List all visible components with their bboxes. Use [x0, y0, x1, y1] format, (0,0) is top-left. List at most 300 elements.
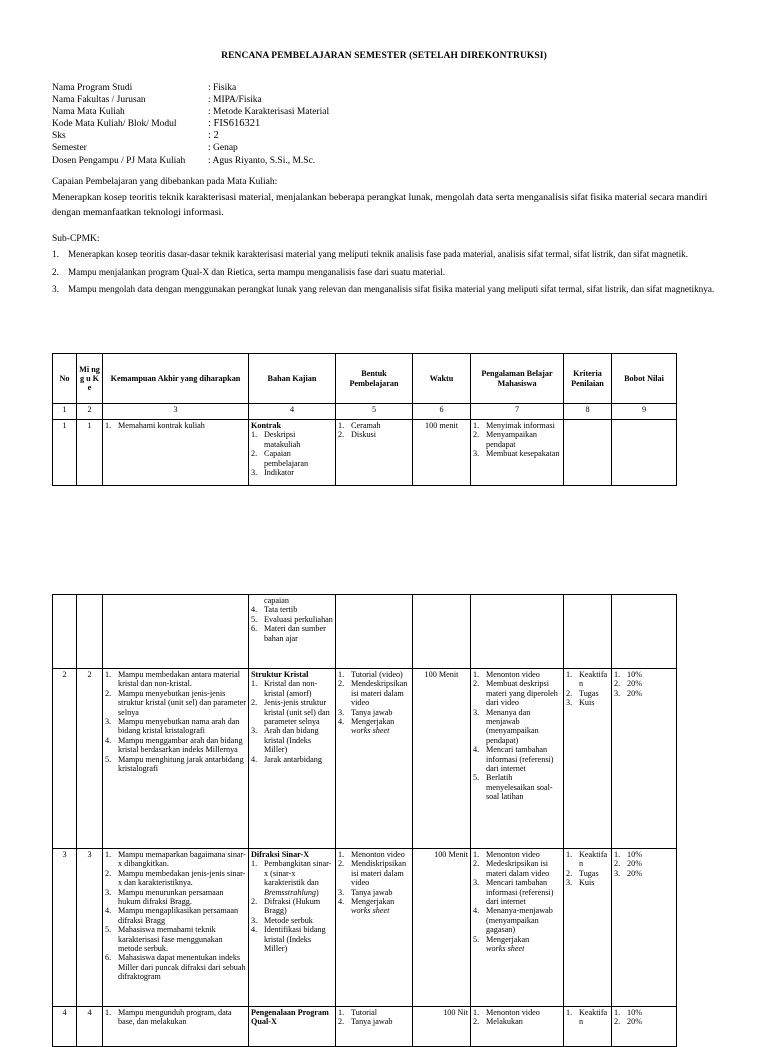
- table-row: [53, 1007, 677, 1047]
- list-item: [251, 468, 333, 477]
- item-number: 1.: [105, 421, 112, 430]
- item-text: Membuat deskripsi materi yang diperoleh dari video: [486, 679, 558, 708]
- list-item: [473, 906, 561, 934]
- row-bentuk: [336, 669, 413, 849]
- info-row-course: [52, 106, 329, 118]
- item-number: 2.: [566, 688, 573, 698]
- list-item: [566, 869, 609, 878]
- item-number: 1.: [105, 1008, 112, 1017]
- item-number: 2.: [338, 1017, 345, 1027]
- row-kriteria: [564, 420, 612, 486]
- row-kriteria: [564, 669, 612, 849]
- item-text-italic: works sheet: [351, 726, 390, 736]
- item-number: 1.: [473, 670, 480, 679]
- item-number: 5.: [105, 925, 112, 935]
- item-number: 5.: [473, 773, 480, 783]
- item-number: 1.: [338, 1008, 345, 1017]
- item-text: Mengerjakan: [351, 897, 395, 907]
- item-number: 1.: [614, 850, 621, 859]
- list-item: [105, 670, 246, 689]
- row-pengalaman: [471, 849, 564, 1007]
- list-item: [251, 726, 333, 754]
- item-number: 3.: [251, 726, 258, 736]
- info-value: : Metode Karakterisasi Material: [208, 107, 330, 118]
- info-row-faculty: [52, 94, 329, 106]
- item-text: 20%: [627, 859, 643, 869]
- subcpmk-item: [52, 246, 717, 264]
- item-text: Tanya jawab: [351, 707, 393, 717]
- list-item: 1. Pembangkitan sinar-x (sinar-x karakteristik dan Bremsstrahlung): [251, 859, 332, 897]
- item-number: [251, 596, 264, 605]
- list-item: [473, 745, 561, 773]
- list-item: [473, 850, 561, 859]
- item-number: 1.: [566, 850, 573, 859]
- info-label: Dosen Pengampu / PJ Mata Kuliah: [52, 155, 186, 166]
- item-number: 3.: [566, 878, 573, 888]
- list-item: [338, 670, 410, 679]
- item-text: Mampu menghitung jarak antarbidang kristalografi: [118, 754, 244, 774]
- list-item: [614, 859, 674, 868]
- row-bahan: [249, 1007, 336, 1047]
- item-number: 3.: [473, 707, 480, 717]
- list-item: [105, 869, 246, 888]
- item-text: Menonton video: [486, 1008, 540, 1017]
- item-number: 4.: [473, 906, 480, 916]
- list-item: [251, 916, 333, 925]
- list-item: [105, 953, 246, 981]
- bahan-title: Difraksi Sinar-X: [251, 850, 310, 859]
- item-text: capaian: [264, 596, 289, 605]
- list-item: [473, 773, 561, 801]
- row-no: 1: [53, 420, 77, 486]
- info-value: : Genap: [208, 143, 238, 154]
- item-number: 3.: [52, 284, 59, 294]
- item-text: Menonton video: [351, 850, 405, 859]
- item-text: 10%: [627, 670, 643, 679]
- list-item: [473, 935, 561, 954]
- list-item: [566, 878, 609, 887]
- list-item: [473, 878, 561, 906]
- column-number: 8: [564, 404, 612, 420]
- item-number: 1.: [105, 850, 112, 859]
- row-waktu: 100 Nit: [413, 1007, 471, 1047]
- item-text: Metode serbuk: [264, 915, 313, 925]
- column-number: 7: [471, 404, 564, 420]
- row-no: 2: [53, 669, 77, 849]
- list-item: [338, 1017, 410, 1026]
- row-bahan: [249, 595, 336, 669]
- item-number: 4.: [105, 735, 112, 745]
- item-number: 2.: [614, 679, 621, 689]
- list-item: [251, 615, 333, 624]
- list-item: [614, 850, 674, 859]
- item-text: Tugas: [579, 868, 599, 878]
- item-number: 1.: [52, 249, 59, 259]
- item-text-italic: works sheet: [351, 906, 390, 916]
- item-number: 3.: [614, 868, 621, 878]
- item-text: Tanya jawab: [351, 1017, 393, 1027]
- list-item: [614, 679, 674, 688]
- item-number: 3.: [338, 887, 345, 897]
- item-text: Menanya-menjawab (menyampaikan gagasan): [486, 906, 553, 935]
- list-item: [473, 708, 561, 746]
- list-item: [105, 717, 246, 736]
- column-number-row: [53, 404, 677, 420]
- item-text-italic: Bremsstrahlung: [264, 887, 317, 897]
- item-text: Capaian pembelajaran: [264, 449, 309, 468]
- item-text: Melakukan: [486, 1017, 523, 1027]
- list-item: [473, 859, 561, 878]
- item-text: 20%: [627, 1017, 643, 1027]
- item-text: Mencari tambahan informasi (referensi) dari internet: [486, 878, 554, 907]
- info-label: Nama Fakultas / Jurusan: [52, 95, 146, 106]
- item-text: Difraksi (Hukum Bragg): [264, 897, 321, 916]
- subcpmk-item: [52, 264, 717, 282]
- item-text: Menanya dan menjawab (menyampaikan pendapat): [486, 707, 539, 745]
- item-text: Mampu menurunkan persamaan hukum difraksi Bragg.: [118, 887, 224, 907]
- item-text: Keaktifan: [579, 1008, 608, 1027]
- list-item: [473, 1008, 561, 1017]
- row-minggu: 4: [77, 1007, 103, 1047]
- item-text: Mampu mengaplikasikan persamaan difraksi Bragg: [118, 906, 239, 925]
- item-number: 2.: [338, 430, 345, 440]
- list-item: [473, 670, 561, 679]
- column-number: 9: [612, 404, 677, 420]
- list-item: [251, 755, 333, 764]
- list-item: [473, 421, 561, 430]
- row-no: 3: [53, 849, 77, 1007]
- item-number: 1.: [338, 670, 345, 679]
- list-item: [105, 755, 246, 774]
- list-item: [473, 430, 561, 449]
- item-number: 1.: [566, 1008, 573, 1017]
- item-text: Pembangkitan sinar-x (sinar-x karakteristik dan: [264, 859, 332, 888]
- header-bahan: Bahan Kajian: [249, 354, 336, 404]
- item-text: Menyampaikan pendapat: [486, 430, 537, 449]
- list-item: [566, 689, 609, 698]
- item-number: 3.: [566, 698, 573, 708]
- item-text: Membuat kesepakatan: [486, 449, 560, 459]
- item-text: Tanya jawab: [351, 887, 393, 897]
- item-text: Mengerjakan: [351, 717, 395, 727]
- item-text: Mampu menyebutkan jenis-jenis struktur kristal (unit sel) dan parameter selnya: [118, 688, 247, 717]
- item-text: Tugas: [579, 688, 599, 698]
- header-kriteria: Kriteria Penilaian: [564, 354, 612, 404]
- header-no: No: [53, 354, 77, 404]
- row-waktu: 100 menit: [413, 420, 471, 486]
- item-text: Menonton video: [486, 670, 540, 679]
- item-number: 2.: [52, 266, 59, 277]
- bahan-title: Pengenalaan Program Qual-X: [251, 1008, 329, 1027]
- item-text: Menerapkan kosep teoritis dasar-dasar teknik karakterisasi material yang meliputi teknik analisis fase pada material, analisis sifat termal, sifat listrik, dan sifat magnetik.: [68, 249, 689, 259]
- item-text: Deskripsi matakuliah: [264, 430, 301, 449]
- row-bahan: [249, 669, 336, 849]
- row-kemampuan: [103, 669, 249, 849]
- row-bentuk: [336, 849, 413, 1007]
- row-kemampuan: [103, 420, 249, 486]
- row-minggu: 2: [77, 669, 103, 849]
- row-pengalaman: [471, 669, 564, 849]
- row-pengalaman: [471, 595, 564, 669]
- row-kemampuan: [103, 1007, 249, 1047]
- header-minggu: Mi ngg u Ke: [77, 354, 103, 404]
- table-row-continuation: [53, 595, 677, 669]
- row-bobot: [612, 1007, 677, 1047]
- item-number: 2.: [473, 430, 480, 440]
- item-number: 2.: [105, 868, 112, 878]
- row-bobot: [612, 849, 677, 1007]
- rps-table-page-1: [52, 353, 677, 486]
- row-minggu: 1: [77, 420, 103, 486]
- capaian-text: Menerapkan kosep teoritis teknik karakterisasi material, menjalankan beberapa perangkat lunak, mengolah data serta menganalisis sifat fisika material secara mandiri dengan memanfaatkan teknologi informasi.: [52, 192, 708, 218]
- item-text: Jarak antarbidang: [264, 754, 322, 764]
- item-text: Medeskripsikan isi materi dalam video: [486, 859, 550, 878]
- list-item: [338, 859, 410, 887]
- item-number: 1.: [338, 850, 345, 859]
- item-number: 3.: [473, 878, 480, 888]
- item-text: Jenis-jenis struktur kristal (unit sel) dan parameter selnya: [264, 698, 330, 727]
- item-number: 2.: [614, 1017, 621, 1027]
- item-number: 1.: [473, 850, 480, 859]
- list-item: [566, 698, 609, 707]
- row-kriteria: [564, 1007, 612, 1047]
- list-item: [338, 430, 410, 439]
- item-text: 20%: [627, 679, 643, 689]
- item-number: 3.: [105, 887, 112, 897]
- info-value: : Fisika: [208, 83, 237, 93]
- column-number: 4: [249, 404, 336, 420]
- column-number: 3: [103, 404, 249, 420]
- row-pengalaman: [471, 420, 564, 486]
- item-number: 6.: [105, 953, 112, 963]
- item-number: 3.: [473, 449, 480, 459]
- item-text: Mampu mengunduh program, data base, dan melakukan: [118, 1008, 232, 1027]
- item-text: Memahami kontrak kuliah: [118, 421, 205, 430]
- item-text: Mendeskripsikan isi materi dalam video: [351, 679, 408, 708]
- item-text: 10%: [627, 850, 643, 859]
- item-text: 20%: [627, 688, 643, 698]
- item-number: 2.: [614, 859, 621, 869]
- item-number: 1.: [251, 859, 258, 869]
- info-value: : 2: [208, 130, 219, 142]
- list-item: [614, 1017, 674, 1026]
- item-text: Mengerjakan: [486, 934, 530, 944]
- item-text: Mencari tambahan informasi (referensi) dari internet: [486, 745, 554, 774]
- item-text: 20%: [627, 868, 643, 878]
- item-text: Diskusi: [351, 430, 377, 440]
- list-item: [251, 897, 333, 916]
- row-bentuk: [336, 595, 413, 669]
- item-number: 2.: [338, 859, 345, 869]
- list-item: [566, 670, 609, 689]
- row-no: [53, 595, 77, 669]
- item-number: 3.: [614, 688, 621, 698]
- item-number: 6.: [251, 624, 258, 634]
- item-text: Evaluasi perkuliahan: [264, 614, 333, 624]
- list-item: [473, 449, 561, 458]
- item-text: Arah dan bidang kristal (Indeks Miller): [264, 726, 319, 755]
- item-text: Mahasiswa dapat menentukan indeks Miller dari puncak difraksi dari sebuah difraktogram: [118, 953, 246, 982]
- item-number: 2.: [473, 679, 480, 689]
- item-number: 4.: [338, 897, 345, 907]
- item-number: 3.: [251, 468, 258, 478]
- item-text: Menyimak informasi: [486, 421, 555, 430]
- row-pengalaman: [471, 1007, 564, 1047]
- item-number: 2.: [338, 679, 345, 689]
- capaian-label: Capaian Pembelajaran yang dibebankan pada Mata Kuliah:: [52, 177, 278, 187]
- item-text: Mampu mengolah data dengan menggunakan perangkat lunak yang relevan dan menganalisis sifat fisika material yang meliputi sifat termal, sifat listrik, dan sifat magnetiknya.: [68, 284, 715, 294]
- row-bentuk: [336, 420, 413, 486]
- list-item: [251, 624, 333, 643]
- list-item: [105, 689, 246, 717]
- bahan-title: Struktur Kristal: [251, 670, 309, 679]
- row-kemampuan: [103, 849, 249, 1007]
- item-text: Mampu menjalankan program Qual-X dan Rietica, serta mampu menganalisis fase dari suatu material.: [68, 266, 446, 277]
- column-number: 1: [53, 404, 77, 420]
- list-item: [251, 430, 333, 449]
- list-item: [251, 698, 333, 726]
- item-text: Tata tertib: [264, 605, 298, 615]
- item-text: Indikator: [264, 468, 295, 478]
- info-label: Kode Mata Kuliah/ Blok/ Modul: [52, 119, 177, 130]
- item-text: Kuis: [579, 698, 595, 708]
- list-item: [338, 850, 410, 859]
- row-waktu: 100 Menit: [413, 849, 471, 1007]
- info-value: : FIS616321: [208, 118, 261, 130]
- info-label: Semester: [52, 143, 87, 154]
- item-number: 3.: [105, 717, 112, 727]
- info-row-program: [52, 82, 329, 94]
- item-number: 2.: [251, 449, 258, 459]
- item-number: 5.: [105, 754, 112, 764]
- item-text: Keaktifan: [579, 670, 608, 689]
- item-number: 2.: [251, 897, 258, 907]
- item-text: 10%: [627, 1008, 643, 1017]
- row-kriteria: [564, 595, 612, 669]
- row-bahan: [249, 849, 336, 1007]
- item-number: 2.: [473, 1017, 480, 1027]
- bahan-title: Kontrak: [251, 421, 282, 430]
- header-bentuk: Bentuk Pembelajaran: [336, 354, 413, 404]
- item-number: 5.: [251, 614, 258, 624]
- header-pengalaman: Pengalaman Belajar Mahasiswa: [471, 354, 564, 404]
- list-item: [105, 888, 246, 907]
- info-value: : MIPA/Fisika: [208, 95, 262, 106]
- item-text: Mendiskripsikan isi materi dalam video: [351, 859, 407, 888]
- header-row: [53, 354, 677, 404]
- list-item: [338, 421, 410, 430]
- list-item: [338, 679, 410, 707]
- column-number: 2: [77, 404, 103, 420]
- item-number: 1.: [614, 1008, 621, 1017]
- info-label: Sks: [52, 131, 66, 142]
- item-text: Materi dan sumber bahan ajar: [264, 624, 326, 643]
- list-item: [251, 596, 333, 605]
- item-number: 1.: [614, 670, 621, 679]
- item-text: Mampu menggambar arah dan bidang kristal berdasarkan indeks Millernya: [118, 735, 243, 755]
- list-item: [338, 888, 410, 897]
- info-row-sks: [52, 130, 329, 142]
- item-number: 2.: [251, 698, 258, 708]
- table-row: [53, 420, 677, 486]
- item-number: 4.: [251, 754, 258, 764]
- row-minggu: [77, 595, 103, 669]
- item-text: Mampu memaparkan bagaimana sinar-x dibangkitkan.: [118, 850, 246, 869]
- row-waktu: [413, 595, 471, 669]
- list-item: [251, 679, 333, 698]
- list-item: [105, 850, 246, 869]
- row-minggu: 3: [77, 849, 103, 1007]
- list-item: [338, 897, 410, 916]
- item-number: 3.: [338, 707, 345, 717]
- item-number: 1.: [473, 421, 480, 430]
- item-text: Mampu membedakan antara material kristal dan non-kristal.: [118, 670, 241, 689]
- item-number: 3.: [251, 915, 258, 925]
- row-bobot: [612, 595, 677, 669]
- item-number: 2.: [105, 688, 112, 698]
- item-text: Ceramah: [351, 421, 381, 430]
- column-number: 6: [413, 404, 471, 420]
- row-bentuk: [336, 1007, 413, 1047]
- document-title: RENCANA PEMBELAJARAN SEMESTER (SETELAH DIREKONTRUKSI): [221, 51, 547, 61]
- info-row-lecturer: [52, 155, 329, 167]
- column-number: 5: [336, 404, 413, 420]
- list-item: [338, 717, 410, 736]
- item-number: 4.: [251, 925, 258, 935]
- subcpmk-item: [52, 281, 717, 299]
- list-item: [614, 670, 674, 679]
- item-text: Kuis: [579, 878, 595, 888]
- info-row-semester: [52, 142, 329, 154]
- row-waktu: 100 Menit: [413, 669, 471, 849]
- info-label: Nama Program Studi: [52, 83, 133, 93]
- info-value: : Agus Riyanto, S.Si., M.Sc.: [208, 155, 316, 166]
- list-item: [338, 708, 410, 717]
- item-text-italic: works sheet: [486, 944, 525, 954]
- item-number: 1.: [338, 421, 345, 430]
- item-number: 1.: [473, 1008, 480, 1017]
- header-bobot: Bobot Nilai: [612, 354, 677, 404]
- item-text: Kristal dan non-kristal (amorf): [264, 679, 318, 698]
- header-waktu: Waktu: [413, 354, 471, 404]
- table-row: [53, 849, 677, 1007]
- list-item: [614, 869, 674, 878]
- item-number: 4.: [251, 605, 258, 615]
- header-kemampuan: Kemampuan Akhir yang diharapkan: [103, 354, 249, 404]
- row-kriteria: [564, 849, 612, 1007]
- item-text: Tutorial: [351, 1008, 378, 1017]
- item-number: 5.: [473, 934, 480, 944]
- subcpmk-label: Sub-CPMK:: [52, 234, 100, 244]
- list-item: [566, 850, 609, 869]
- item-number: 1.: [251, 679, 258, 689]
- item-text: Menonton video: [486, 850, 540, 859]
- row-kemampuan: [103, 595, 249, 669]
- info-row-code: [52, 118, 329, 130]
- row-bobot: [612, 420, 677, 486]
- item-number: 1.: [251, 430, 258, 440]
- table-row: [53, 669, 677, 849]
- item-number: 4.: [105, 906, 112, 916]
- item-number: 2.: [566, 868, 573, 878]
- list-item: [251, 449, 333, 468]
- item-number: 4.: [473, 745, 480, 755]
- item-number: 4.: [338, 717, 345, 727]
- item-text: Mahasiswa memahami teknik karakterisasi fase menggunakan metode serbuk.: [118, 925, 223, 954]
- info-label: Nama Mata Kuliah: [52, 107, 125, 118]
- rps-table-page-2: [52, 594, 677, 1047]
- course-info: [52, 82, 329, 167]
